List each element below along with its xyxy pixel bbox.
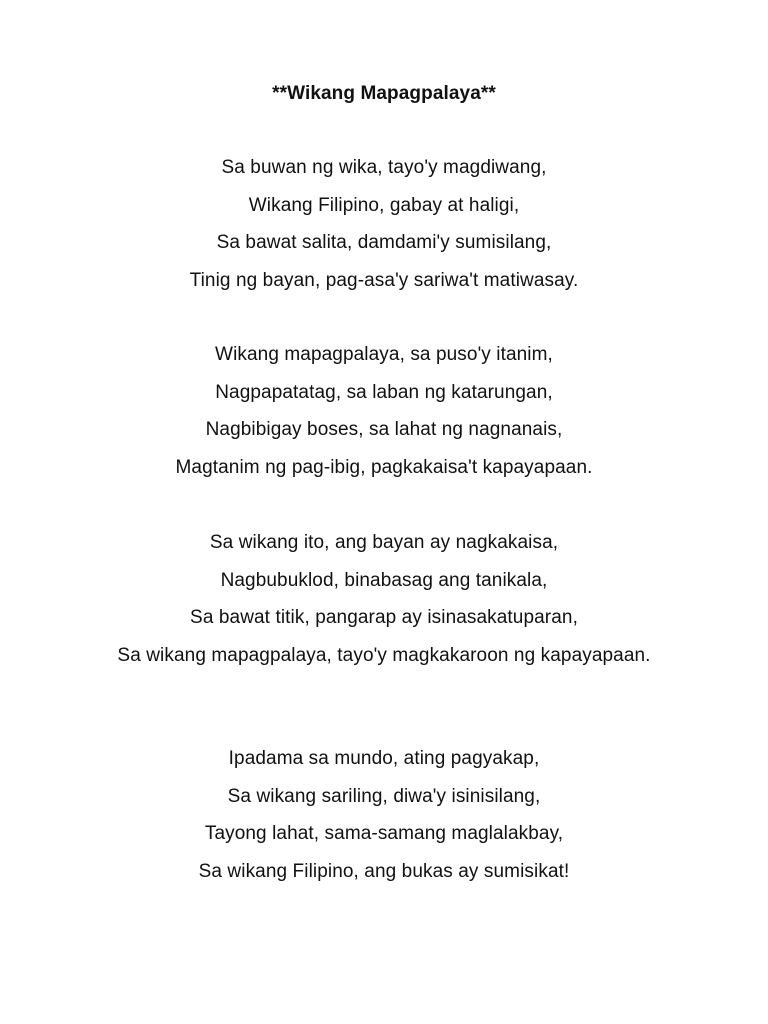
stanza-3 xyxy=(84,529,684,679)
poem-line: Nagpapatatag, sa laban ng katarungan, xyxy=(215,381,553,403)
poem-line: Ipadama sa mundo, ating pagyakap, xyxy=(228,748,540,769)
stanza-2 xyxy=(84,341,684,491)
poem-line: Tinig ng bayan, pag-asa'y sariwa't matiwasay. xyxy=(189,269,579,291)
poem-line: Sa wikang mapagpalaya, tayo'y magkakaroon ng kapayapaan. xyxy=(117,644,651,666)
poem-line: Tayong lahat, sama-samang maglalakbay, xyxy=(204,823,564,844)
poem-line: Nagbubuklod, binabasag ang tanikala, xyxy=(220,569,548,591)
stanza-4 xyxy=(84,745,684,895)
poem-line: Wikang Filipino, gabay at haligi, xyxy=(248,194,520,216)
poem-line: Sa bawat titik, pangarap ay isinasakatuparan, xyxy=(190,607,578,628)
poem-line: Sa buwan ng wika, tayo'y magdiwang, xyxy=(221,157,547,178)
stanza-1 xyxy=(84,154,684,304)
poem-line: Sa wikang sariling, diwa'y isinisilang, xyxy=(227,785,541,807)
poem-line: Wikang mapagpalaya, sa puso'y itanim, xyxy=(215,344,553,365)
poem-title: **Wikang Mapagpalaya** xyxy=(272,83,496,104)
poem-line: Magtanim ng pag-ibig, pagkakaisa't kapayapaan. xyxy=(175,456,593,478)
poem-line: Sa wikang ito, ang bayan ay nagkakaisa, xyxy=(209,532,559,553)
poem-line: Sa bawat salita, damdami'y sumisilang, xyxy=(216,232,552,253)
poem-line: Sa wikang Filipino, ang bukas ay sumisikat! xyxy=(198,860,570,882)
poem-line: Nagbibigay boses, sa lahat ng nagnanais, xyxy=(205,419,563,440)
